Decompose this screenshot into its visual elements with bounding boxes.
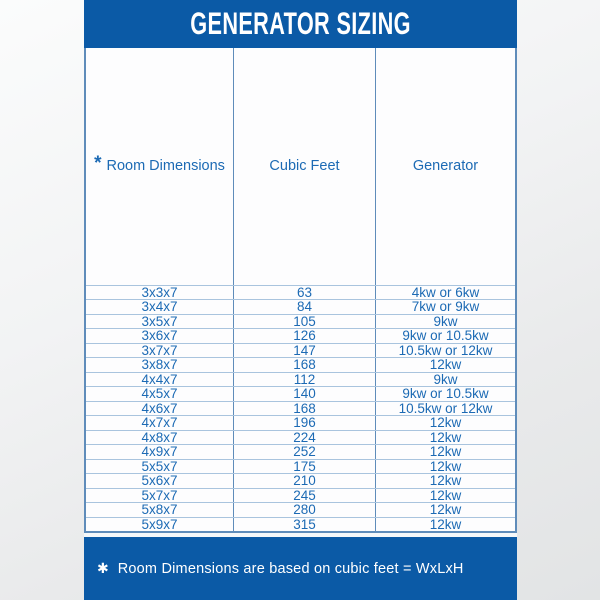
page-title: GENERATOR SIZING: [190, 5, 411, 42]
table-row: [86, 502, 515, 517]
room-dimensions-cell: 4x5x7: [86, 387, 234, 401]
room-dimensions-cell: 3x8x7: [86, 358, 234, 372]
generator-cell: 7kw or 9kw: [411, 299, 480, 314]
asterisk-marker: *: [94, 152, 102, 174]
room-dimensions-cell: 4x8x7: [86, 431, 234, 445]
table-row: [86, 328, 515, 343]
room-dimensions-cell: 5x7x7: [86, 489, 234, 503]
column-header-cubic-feet: Cubic Feet: [234, 48, 376, 285]
generator-cell: 12kw: [429, 357, 462, 372]
generator-cell: 9kw or 10.5kw: [402, 328, 489, 343]
room-dimensions-cell: 5x8x7: [86, 503, 234, 517]
room-dimensions-cell: 4x7x7: [86, 416, 234, 430]
room-dimensions-cell: 3x6x7: [86, 329, 234, 343]
cubic-feet-cell: 63: [234, 286, 376, 300]
table-row: [86, 430, 515, 445]
cubic-feet-cell: 252: [234, 445, 376, 459]
generator-cell: 12kw: [429, 516, 462, 532]
generator-cell: 12kw: [429, 473, 462, 488]
room-dimensions-cell: 4x4x7: [86, 373, 234, 387]
table-row: [86, 372, 515, 387]
cubic-feet-cell: 196: [234, 416, 376, 430]
generator-cell: 10.5kw or 12kw: [398, 400, 493, 416]
cubic-feet-cell: 84: [234, 300, 376, 314]
generator-cell: 12kw: [429, 502, 462, 517]
room-dimensions-cell: 5x6x7: [86, 474, 234, 488]
cubic-feet-cell: 112: [234, 373, 376, 387]
room-dimensions-cell: 5x5x7: [86, 460, 234, 474]
cubic-feet-cell: 147: [234, 344, 376, 358]
cubic-feet-cell: 168: [234, 402, 376, 416]
table-row: [86, 314, 515, 329]
cubic-feet-cell: 175: [234, 460, 376, 474]
table-row: [86, 517, 515, 532]
table-row: [86, 415, 515, 430]
table-row: [86, 343, 515, 358]
room-dimensions-cell: 4x9x7: [86, 445, 234, 459]
table-row: [86, 444, 515, 459]
table-row: [86, 401, 515, 416]
generator-cell: 9kw or 10.5kw: [402, 386, 489, 401]
generator-cell: 9kw: [433, 371, 458, 387]
table-row: [86, 488, 515, 503]
cubic-feet-cell: 245: [234, 489, 376, 503]
table-row: [86, 357, 515, 372]
column-header-room-dimensions: [86, 48, 234, 285]
table-row: [86, 459, 515, 474]
generator-cell: 12kw: [429, 415, 462, 430]
cubic-feet-cell: 105: [234, 315, 376, 329]
sizing-table: [84, 48, 517, 533]
table-row: [86, 386, 515, 401]
table-row: [86, 473, 515, 488]
generator-cell: 4kw or 6kw: [411, 284, 480, 300]
footnote-bar: [84, 537, 517, 600]
table-body: [86, 285, 515, 532]
room-dimensions-cell: 4x6x7: [86, 402, 234, 416]
footnote-text: Room Dimensions are based on cubic feet = WxLxH: [117, 560, 464, 577]
room-dimensions-cell: 3x5x7: [86, 315, 234, 329]
cubic-feet-cell: 168: [234, 358, 376, 372]
room-dimensions-cell: 3x4x7: [86, 300, 234, 314]
generator-cell: 12kw: [429, 458, 462, 474]
table-header-row: [86, 48, 515, 285]
generator-cell: 10.5kw or 12kw: [398, 342, 493, 358]
cubic-feet-cell: 126: [234, 329, 376, 343]
generator-cell: 12kw: [429, 487, 462, 503]
table-row: [86, 285, 515, 300]
cubic-feet-cell: 210: [234, 474, 376, 488]
footnote-asterisk-marker: ✱: [97, 560, 109, 576]
table-row: [86, 299, 515, 314]
cubic-feet-cell: 315: [234, 518, 376, 532]
room-dimensions-cell: 5x9x7: [86, 518, 234, 532]
cubic-feet-cell: 224: [234, 431, 376, 445]
room-dimensions-cell: 3x7x7: [86, 344, 234, 358]
generator-cell: 12kw: [429, 444, 462, 459]
room-dimensions-cell: 3x3x7: [86, 286, 234, 300]
title-banner: [84, 0, 517, 48]
cubic-feet-cell: 140: [234, 387, 376, 401]
column-header-label: Room Dimensions: [106, 158, 225, 174]
generator-cell: 9kw: [433, 313, 458, 329]
cubic-feet-cell: 280: [234, 503, 376, 517]
column-header-generator: Generator: [412, 158, 479, 174]
generator-cell: 12kw: [429, 429, 462, 445]
generator-sizing-label: [84, 0, 517, 600]
